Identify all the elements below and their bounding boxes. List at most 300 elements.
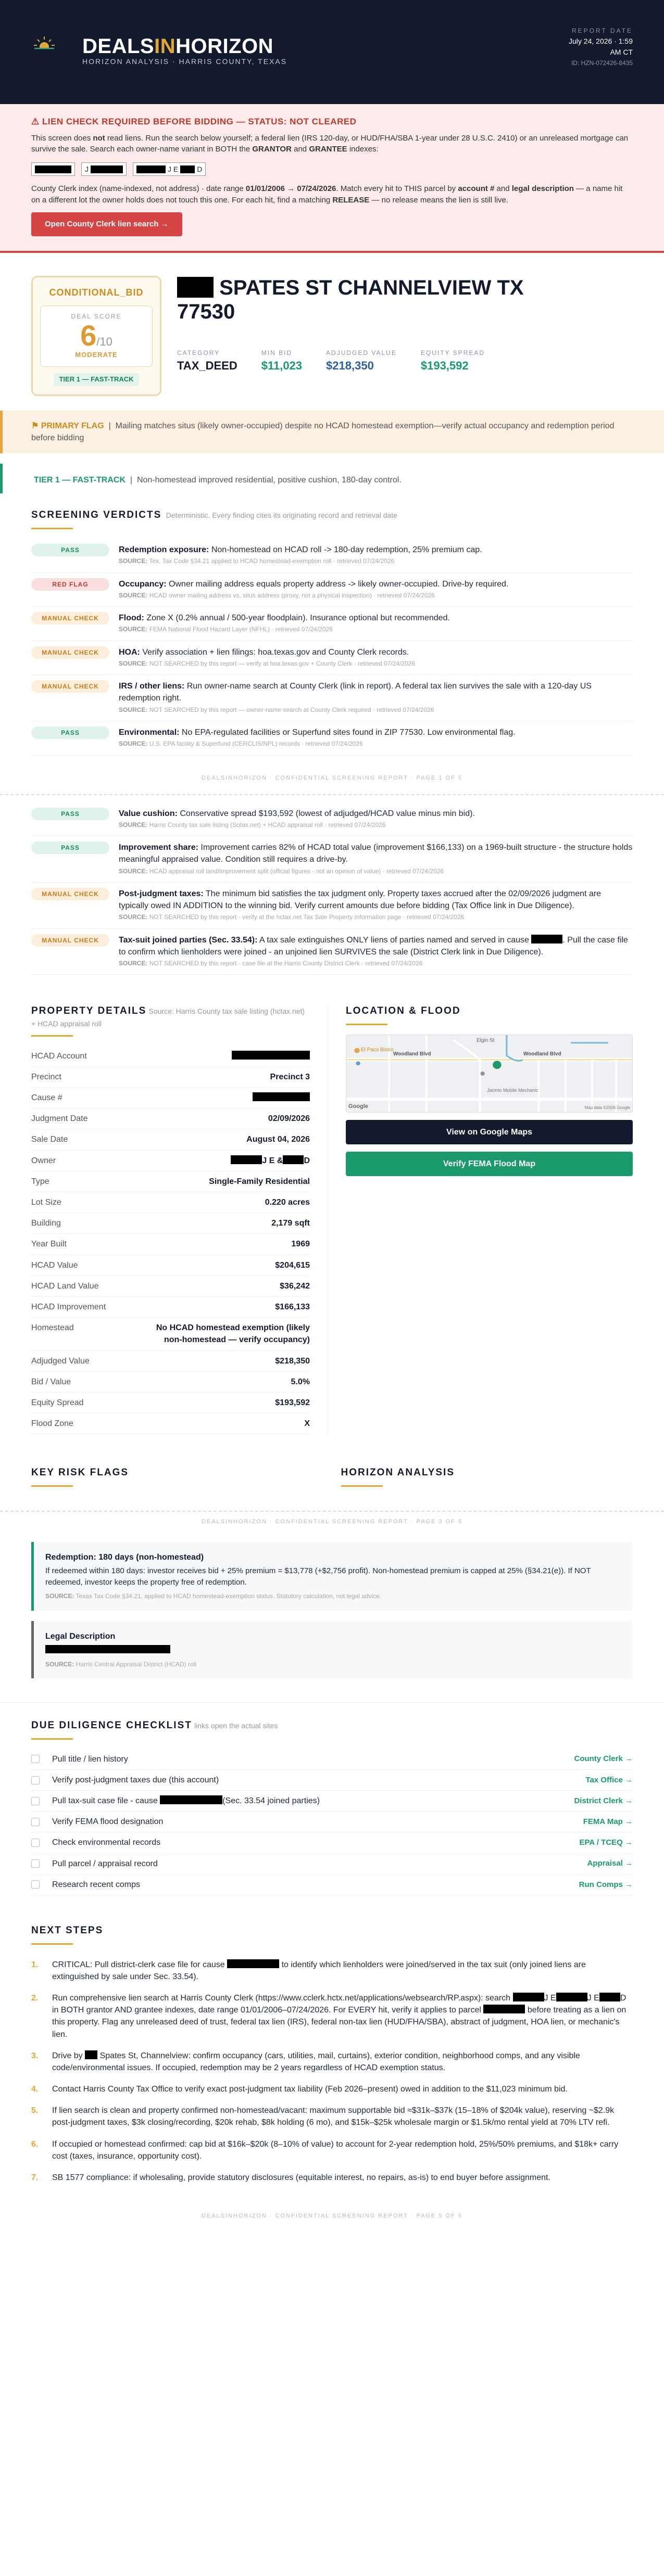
text: SB 1577 compliance: if wholesaling, provide statutory disclosures (equitable interest, no repairs, as-is) to end buyer before assignment. — [52, 2173, 550, 2183]
legal-description-callout — [31, 1621, 633, 1678]
report-id: ID: HZN-072426-8435 — [571, 59, 633, 67]
verdict-content — [119, 578, 508, 601]
detail-label: Judgment Date — [31, 1108, 143, 1129]
text: Pull title / lien history — [52, 1754, 128, 1764]
verdict-text — [119, 680, 633, 704]
primary-flag-label: ⚑ PRIMARY FLAG — [31, 421, 104, 430]
score-value: 6 — [80, 319, 97, 352]
text: County Clerk index (name-indexed, not address) · date range — [31, 184, 246, 194]
step-text — [52, 2172, 633, 2184]
text: D — [197, 165, 203, 174]
location-flood — [328, 1004, 633, 1434]
brand-subtitle: HORIZON ANALYSIS · HARRIS COUNTY, TEXAS — [82, 57, 287, 66]
text: not — [93, 133, 105, 143]
text: Texas Tax Code §34.21, applied to HCAD homestead-exemption status. Statutory calculation, not legal advice. — [76, 1592, 382, 1600]
detail-row — [31, 1150, 310, 1171]
checklist-link[interactable]: FEMA Map → — [583, 1817, 633, 1827]
text: before treating as a lien on this property. Flag any unreleased deed of trust, federal tax lien (IRS), federal non-tax lien (HUD/FHA/SBA), abstract of judgment, HOA lien, or mechanic's lien. — [52, 2006, 627, 2039]
redaction — [227, 1959, 279, 1968]
verdict-body: Improvement carries 82% of HCAD total value (improvement $166,133) on a 1969-built structure - the structure holds meaningful appraised value. Condition still requires a drive-by. — [119, 843, 633, 864]
stat-value: TAX_DEED — [177, 359, 237, 373]
detail-value: No HCAD homestead exemption (likely non-homestead — verify occupancy) — [143, 1318, 310, 1350]
redaction — [253, 1092, 310, 1101]
text: J E — [544, 1993, 556, 2003]
redaction — [232, 1051, 310, 1060]
verdict-body: Zone X (0.2% annual / 500-year floodplain). Insurance optional but recommended. — [146, 614, 450, 623]
report-meta — [569, 26, 633, 68]
source-text: FEMA National Flood Hazard Layer (NFHL) · retrieved 07/24/2026 — [149, 626, 333, 633]
location-title: LOCATION & FLOOD — [346, 1005, 461, 1017]
verdict-row — [31, 573, 633, 607]
checklist-item — [31, 1770, 633, 1791]
source-label: SOURCE: — [119, 626, 148, 633]
source-label: SOURCE: — [119, 659, 148, 667]
detail-value — [143, 1088, 310, 1108]
checklist-list — [31, 1749, 633, 1895]
deal-score-box — [40, 305, 153, 367]
horizon-sun-icon — [31, 32, 57, 58]
step-number: 1. — [31, 1960, 39, 1969]
verdict-content — [119, 934, 633, 968]
redemption-body: If redeemed within 180 days: investor receives bid + 25% premium = $13,778 (+$2,756 profit). Non-homestead premium is capped at 25% (§34.21(e)). If NOT redeemed, investor keeps the property free of redemption. — [45, 1566, 591, 1587]
redaction — [231, 1155, 262, 1164]
owner-name-chip[interactable] — [133, 162, 206, 176]
horizon-analysis-title: HORIZON ANALYSIS — [341, 1467, 455, 1478]
text: and — [291, 145, 309, 154]
text: SPATES ST CHANNELVIEW TX — [219, 276, 524, 299]
source-text: NOT SEARCHED by this report - case file at the Harris County District Clerk · retrieved 07/24/2026 — [149, 960, 423, 967]
checkbox[interactable] — [31, 1859, 40, 1868]
map-label: Google — [348, 1103, 368, 1110]
detail-value: $218,350 — [143, 1350, 310, 1371]
text: Harris Central Appraisal District (HCAD) roll — [76, 1660, 197, 1668]
tier-bar-text: Non-homestead improved residential, positive cushion, 180-day control. — [136, 476, 402, 485]
key-risk-row — [0, 1450, 664, 1512]
detail-value: X — [143, 1413, 310, 1434]
text: SOURCE: — [45, 1592, 74, 1600]
verdict-list — [31, 802, 633, 975]
verdict-row — [31, 641, 633, 675]
text: account # — [458, 184, 495, 194]
redaction — [283, 1155, 304, 1164]
step-number: 6. — [31, 2139, 39, 2149]
verdict-content — [119, 612, 450, 634]
map-label: El Paco Bistro — [361, 1047, 394, 1053]
property-stat — [421, 349, 485, 374]
checklist-title — [31, 1718, 633, 1733]
page-footer: DEALSINHORIZON · CONFIDENTIAL SCREENING REPORT · PAGE 3 OF 5 — [202, 1518, 462, 1525]
text: to identify which lienholders were joined/served in the tax suit (only joined liens are extinguished by sale under Sec. 33.54). — [52, 1960, 586, 1981]
verdict-source — [119, 739, 516, 748]
verdict-source — [119, 959, 633, 968]
redemption-callout — [31, 1542, 633, 1611]
property-address-block — [177, 276, 633, 396]
text: D in BOTH grantor AND grantee indexes, date range 01/01/2006–07/24/2026. For EVERY hit, verify it applies to parcel — [52, 1993, 627, 2015]
lien-check-detail — [31, 183, 633, 206]
section-rule — [341, 1485, 383, 1487]
stat-label: EQUITY SPREAD — [420, 349, 485, 356]
deal-score-label: DEAL SCORE — [71, 312, 122, 320]
map-label: Map data ©2026 Google — [584, 1105, 630, 1111]
checkbox[interactable] — [31, 1776, 40, 1784]
text: Deterministic. Every finding cites its originating record and retrieval date — [166, 511, 397, 520]
detail-label: Sale Date — [31, 1129, 143, 1150]
text: . Match every hit to THIS parcel by — [336, 184, 458, 194]
checklist-item — [31, 1832, 633, 1853]
verdict-content — [119, 808, 475, 830]
redaction — [556, 1993, 587, 2001]
checklist-link[interactable]: Tax Office → — [585, 1775, 633, 1784]
checklist-label — [52, 1816, 583, 1828]
detail-label: Lot Size — [31, 1192, 143, 1213]
report-header — [0, 0, 664, 104]
report-time: AM CT — [610, 48, 633, 57]
text: Drive by — [52, 2051, 83, 2060]
section-rule — [31, 1035, 73, 1037]
legal-head: Legal Description — [45, 1631, 116, 1641]
detail-label: HCAD Account — [31, 1046, 143, 1067]
verdict-badge: MANUAL CHECK — [31, 646, 109, 659]
detail-label: HCAD Value — [31, 1255, 143, 1276]
detail-value: $204,615 — [143, 1255, 310, 1276]
checkbox[interactable] — [31, 1839, 40, 1847]
step-number: 2. — [31, 1993, 39, 2003]
brand-part: HORIZON — [176, 35, 274, 58]
lien-check-title: ⚠ LIEN CHECK REQUIRED BEFORE BIDDING — STATUS: NOT CLEARED — [31, 117, 357, 126]
key-risk-flags — [31, 1465, 323, 1496]
detail-label: HCAD Improvement — [31, 1296, 143, 1317]
checklist-link[interactable]: EPA / TCEQ → — [579, 1838, 633, 1847]
stat-value: $193,592 — [420, 359, 469, 373]
verdict-content — [119, 841, 633, 876]
verdict-badge: PASS — [31, 841, 109, 854]
detail-label: Owner — [31, 1150, 143, 1171]
location-map[interactable] — [346, 1035, 633, 1113]
lien-check-banner — [0, 104, 664, 253]
next-step — [31, 1987, 633, 2045]
checklist-label — [52, 1774, 585, 1786]
detail-row — [31, 1234, 310, 1255]
detail-row — [31, 1350, 310, 1371]
verdict-source — [119, 625, 450, 634]
checklist-link[interactable]: Appraisal → — [587, 1859, 633, 1868]
verdict-row — [31, 836, 633, 883]
detail-label: Year Built — [31, 1234, 143, 1255]
text: If lien search is clean and property confirmed non-homestead/vacant: maximum supportable bid ≈$31k–$37k (15–18% of $204k value), reserving ~$2.9k post-judgment taxes, $3k closing/recording, $20k rehab, $8k holding (6 mo), and $15k–$25k wholesale margin or $1.5k/mo rental yield at 70% LTV refi. — [52, 2106, 615, 2127]
verdict-body: No EPA-regulated facilities or Superfund sites found in ZIP 77530. Low environmental flag. — [181, 728, 516, 737]
detail-row — [31, 1213, 310, 1234]
step-text — [52, 1959, 633, 1983]
source-label: SOURCE: — [119, 706, 148, 713]
detail-row — [31, 1088, 310, 1108]
detail-row — [31, 1296, 310, 1317]
verdict-head: Environmental: — [119, 728, 180, 737]
verdict-text — [119, 808, 475, 820]
verdict-head: Occupancy: — [119, 579, 167, 589]
verdict-head: Tax-suit joined parties (Sec. 33.54): — [119, 935, 258, 945]
detail-value: $166,133 — [143, 1296, 310, 1317]
text: SOURCE: — [45, 1660, 74, 1668]
stat-value: $11,023 — [261, 359, 303, 373]
view-google-maps-button[interactable]: View on Google Maps — [346, 1120, 633, 1144]
deal-rating: MODERATE — [75, 351, 118, 359]
due-diligence-checklist — [0, 1702, 664, 1908]
text: GRANTEE — [309, 145, 347, 154]
checklist-label — [52, 1879, 579, 1891]
detail-row — [31, 1392, 310, 1413]
detail-label: Precinct — [31, 1066, 143, 1087]
text: J E — [587, 1993, 599, 2003]
verdict-text — [119, 646, 415, 658]
section-rule — [31, 1485, 73, 1487]
source-text: HCAD appraisal roll land/improvement split (official figures - not an opinion of value) · retrieved 07/24/2026 — [149, 867, 444, 875]
verdict-badge: PASS — [31, 726, 109, 739]
verdict-row — [31, 929, 633, 975]
legal-description — [45, 1644, 621, 1656]
verdict-text — [119, 578, 508, 590]
detail-row — [31, 1318, 310, 1350]
source-label: SOURCE: — [119, 867, 148, 875]
verdict-source — [119, 867, 633, 876]
text: (Sec. 33.54 joined parties) — [222, 1796, 320, 1806]
text: J E — [168, 165, 179, 174]
property-stat — [177, 349, 237, 374]
score-max: /10 — [96, 335, 112, 349]
checklist-item — [31, 1812, 633, 1832]
verdict-source — [119, 706, 633, 715]
open-lien-search-button[interactable]: Open County Clerk lien search → — [31, 212, 182, 236]
text: — no release means the lien is still live. — [369, 196, 509, 205]
checklist-item — [31, 1749, 633, 1770]
text: Verify FEMA flood designation — [52, 1817, 164, 1827]
section-rule — [346, 1024, 387, 1025]
source-label: SOURCE: — [119, 591, 148, 599]
section-rule — [31, 1943, 73, 1945]
detail-value: Precinct 3 — [143, 1066, 310, 1087]
page-footer: DEALSINHORIZON · CONFIDENTIAL SCREENING REPORT · PAGE 1 OF 5 — [0, 766, 664, 795]
verdict-row — [31, 675, 633, 721]
verdict-body: The minimum bid satisfies the tax judgment only. Property taxes accrued after the 02/09/2026 judgment are typically owed IN ADDITION to the winning bid. Verify current amounts due before bidding (Tax Office link in Due Diligence). — [119, 889, 602, 911]
map-label: Elgin St — [477, 1037, 495, 1043]
source-label: SOURCE: — [119, 960, 148, 967]
detail-label: Bid / Value — [31, 1371, 143, 1392]
redemption-head: Redemption: 180 days (non-homestead) — [45, 1552, 204, 1562]
checkbox[interactable] — [31, 1880, 40, 1889]
detail-label: Building — [31, 1213, 143, 1234]
detail-row — [31, 1413, 310, 1434]
source-text: U.S. EPA facility & Superfund (CERCLIS/NPL) records · retrieved 07/24/2026 — [149, 740, 363, 748]
next-step — [31, 2045, 633, 2078]
callouts — [0, 1528, 664, 1702]
details-and-location — [0, 985, 664, 1450]
owner-name-chip[interactable] — [31, 162, 75, 176]
step-text — [52, 2138, 633, 2162]
screening-verdicts-continued — [0, 795, 664, 986]
step-number: 3. — [31, 2051, 39, 2060]
verdict-badge: RED FLAG — [31, 578, 109, 591]
step-text — [52, 2105, 633, 2128]
text: Spates St, Channelview: confirm occupancy (cars, utilities, mail, curtains), exterior condition, neighborhood comps, and any visible code/environmental issues. If occupied, redemption may be 2 years regardless of HCAD exemption status. — [52, 2051, 580, 2072]
verdict-head: IRS / other liens: — [119, 682, 185, 691]
verdict-body: Verify association + lien filings: hoa.texas.gov and County Clerk records. — [142, 647, 409, 657]
detail-label: HCAD Land Value — [31, 1276, 143, 1296]
verdict-content — [119, 726, 516, 749]
verdict-text — [119, 726, 516, 738]
detail-row — [31, 1371, 310, 1392]
report-date-label: REPORT DATE — [571, 27, 633, 34]
key-risk-title: KEY RISK FLAGS — [31, 1467, 129, 1478]
detail-label: Homestead — [31, 1318, 143, 1350]
redaction — [513, 1993, 544, 2001]
screening-verdicts — [0, 493, 664, 766]
checklist-label — [52, 1795, 574, 1807]
redaction — [91, 165, 123, 173]
legal-source — [45, 1660, 621, 1669]
verdict-row — [31, 883, 633, 929]
text: Pull tax-suit case file - cause — [52, 1796, 158, 1806]
detail-row — [31, 1255, 310, 1276]
verdict-badge: MANUAL CHECK — [31, 934, 109, 947]
source-label: SOURCE: — [119, 913, 148, 921]
checklist-label — [52, 1753, 574, 1765]
text: RELEASE — [332, 196, 370, 205]
verdict-head: Value cushion: — [119, 809, 178, 818]
step-text — [52, 2050, 633, 2074]
brand-part: DEALS — [82, 35, 155, 58]
text: Check environmental records — [52, 1838, 161, 1847]
text: Verify post-judgment taxes due (this account) — [52, 1775, 219, 1784]
detail-value: 0.220 acres — [143, 1192, 310, 1213]
detail-value: 2,179 sqft — [143, 1213, 310, 1234]
detail-label: Type — [31, 1171, 143, 1192]
property-stat — [261, 349, 302, 374]
redaction — [483, 2005, 525, 2013]
verdict-head: Improvement share: — [119, 843, 198, 852]
lien-check-intro — [31, 133, 633, 156]
checklist-label — [52, 1837, 579, 1848]
text: Source: Harris County tax sale listing (hctax.net) + HCAD appraisal roll — [31, 1007, 305, 1028]
verdict-text — [119, 841, 633, 865]
step-number: 7. — [31, 2173, 39, 2183]
detail-value — [143, 1046, 310, 1067]
detail-value: 5.0% — [143, 1371, 310, 1392]
detail-row — [31, 1129, 310, 1150]
detail-row — [31, 1276, 310, 1296]
verdict-text — [119, 888, 633, 912]
checklist-item — [31, 1874, 633, 1895]
stat-label: ADJUDGED VALUE — [326, 349, 397, 356]
property-stat — [326, 349, 397, 374]
text: GRANTOR — [252, 145, 292, 154]
source-label: SOURCE: — [119, 557, 148, 565]
report-date: July 24, 2026 · 1:59 — [569, 36, 633, 45]
detail-row — [31, 1066, 310, 1087]
verdict-badge: MANUAL CHECK — [31, 888, 109, 900]
checklist-label — [52, 1858, 587, 1870]
verdict-head: Post-judgment taxes: — [119, 889, 204, 898]
text: Research recent comps — [52, 1880, 140, 1889]
verdict-list — [31, 539, 633, 756]
verdict-body: Conservative spread $193,592 (lowest of adjudged/HCAD value minus min bid). — [180, 809, 475, 818]
verdict-body: A tax sale extinguishes ONLY liens of parties named and served in cause — [259, 935, 529, 945]
verdict-badge: MANUAL CHECK — [31, 612, 109, 624]
map-label: Woodland Blvd — [523, 1051, 561, 1057]
source-text: NOT SEARCHED by this report — owner-name search at County Clerk required · retrieved 07/24/2026 — [149, 706, 434, 713]
detail-value: August 04, 2026 — [143, 1129, 310, 1150]
screening-title — [31, 508, 633, 522]
map-label: Woodland Blvd — [393, 1051, 431, 1057]
checkbox[interactable] — [31, 1818, 40, 1826]
detail-value: $36,242 — [143, 1276, 310, 1296]
text: — a name hit on a different lot the owner holds does not touch this one. For each hit, find a matching — [31, 184, 623, 205]
verdict-body: Non-homestead on HCAD roll -> 180-day redemption, 25% premium cap. — [211, 545, 482, 554]
next-step — [31, 1954, 633, 1987]
detail-label: Cause # — [31, 1088, 143, 1108]
section-rule — [31, 528, 73, 529]
text: legal description — [511, 184, 574, 194]
source-label: SOURCE: — [119, 821, 148, 828]
page-footer: DEALSINHORIZON · CONFIDENTIAL SCREENING REPORT · PAGE 5 OF 5 — [202, 2213, 462, 2220]
redaction — [35, 165, 71, 173]
verdict-row — [31, 539, 633, 573]
redaction — [136, 165, 166, 173]
text: Run comprehensive lien search at Harris County Clerk (https://www.cclerk.hctx.net/applications/websearch/RP.aspx): search — [52, 1993, 511, 2003]
checklist-link[interactable]: County Clerk → — [574, 1754, 633, 1764]
source-text: Tex. Tax Code §34.21 applied to HCAD homestead-exemption roll · retrieved 07/24/2026 — [149, 557, 395, 565]
checklist-link[interactable]: Run Comps → — [579, 1880, 633, 1889]
detail-row — [31, 1171, 310, 1192]
property-address — [177, 276, 633, 324]
redaction — [180, 165, 195, 173]
verdict-badge: PASS — [31, 544, 109, 556]
tier-bar: TIER 1 — FAST-TRACK | Non-homestead improved residential, positive cushion, 180-day control. — [0, 464, 664, 493]
property-details-title — [31, 1004, 310, 1029]
owner-name-chip[interactable] — [81, 162, 127, 176]
checkbox[interactable] — [31, 1755, 40, 1763]
deal-score — [45, 321, 148, 350]
verdict-row — [31, 721, 633, 756]
checkbox[interactable] — [31, 1797, 40, 1805]
detail-text: D — [304, 1156, 310, 1165]
detail-text: J E & — [262, 1156, 283, 1165]
next-step — [31, 2100, 633, 2133]
verdict-head: Flood: — [119, 614, 144, 623]
verdict-row — [31, 802, 633, 837]
next-step — [31, 2134, 633, 2167]
checklist-item — [31, 1791, 633, 1812]
verdict-body: Run owner-name search at County Clerk (link in report). A federal tax lien survives the sale with a 120-day US redemption right. — [119, 682, 592, 703]
tier-badge: TIER 1 — FAST-TRACK — [54, 373, 139, 386]
redaction — [531, 935, 562, 943]
owner-name-variants — [31, 162, 633, 176]
verdict-content — [119, 680, 633, 715]
redaction — [160, 1795, 222, 1804]
checklist-link[interactable]: District Clerk → — [574, 1796, 633, 1805]
source-label: SOURCE: — [119, 740, 148, 748]
stat-label: CATEGORY — [177, 349, 220, 356]
step-number: 5. — [31, 2106, 39, 2115]
verify-fema-map-button[interactable]: Verify FEMA Flood Map — [346, 1152, 633, 1176]
verdict-source — [119, 659, 415, 668]
text: If occupied or homestead confirmed: cap bid at $16k–$20k (8–10% of value) to account for 2-year redemption hold, 25%/50% premiums, and $18k+ carry cost (taxes, insurance, opportunity cost). — [52, 2139, 619, 2161]
verdict-badge: PASS — [31, 808, 109, 820]
horizon-analysis — [323, 1465, 633, 1496]
next-steps-list — [31, 1954, 633, 2189]
deal-tag: CONDITIONAL_BID — [49, 287, 144, 298]
property-details-table — [31, 1046, 310, 1435]
primary-flag: ⚑ PRIMARY FLAG | Mailing matches situs (likely owner-occupied) despite no HCAD homestead exemption—verify actual occupancy and redemption period before bidding — [0, 411, 664, 453]
next-steps — [0, 1908, 664, 2204]
